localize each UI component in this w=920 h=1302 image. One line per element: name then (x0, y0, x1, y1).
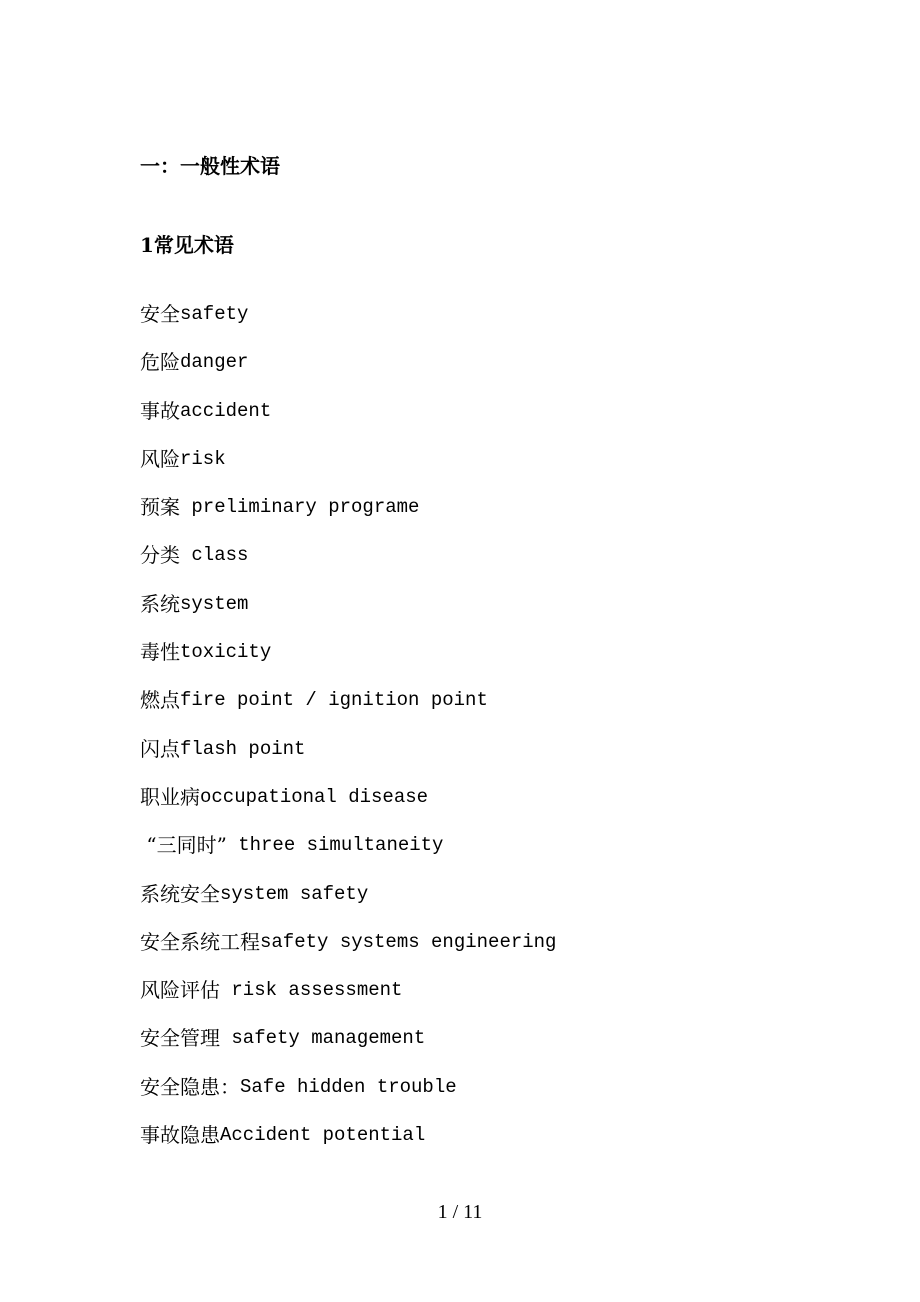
term-english: risk (180, 447, 226, 470)
term-item (140, 397, 556, 445)
term-item (140, 928, 556, 976)
term-item (140, 831, 556, 879)
term-english: danger (180, 351, 249, 374)
term-item (140, 783, 556, 831)
term-chinese: 事故隐患 (140, 1123, 220, 1148)
term-item (140, 735, 556, 783)
term-chinese: 安全隐患： (140, 1074, 240, 1099)
term-english: risk assessment (220, 979, 403, 1002)
term-chinese: 系统 (140, 591, 180, 616)
term-english: occupational disease (200, 785, 429, 808)
term-english: accident (180, 399, 272, 422)
term-chinese: 风险评估 (140, 978, 220, 1003)
term-chinese: 职业病 (140, 784, 200, 809)
term-item (140, 1121, 556, 1169)
term-english: toxicity (180, 641, 272, 664)
term-english: three simultaneity (226, 834, 444, 857)
term-english: Safe hidden trouble (240, 1075, 457, 1098)
term-english: preliminary programe (180, 496, 420, 519)
term-chinese: 分类 (140, 543, 180, 568)
term-item (140, 590, 556, 638)
term-chinese: 危险 (140, 350, 180, 375)
term-chinese: 风险 (140, 446, 180, 471)
term-item (140, 686, 556, 734)
term-english: safety management (220, 1027, 426, 1050)
term-english: system (180, 592, 249, 615)
term-item (140, 300, 556, 348)
term-chinese: 预案 (140, 495, 180, 520)
term-english: class (180, 544, 249, 567)
term-english: safety (180, 303, 249, 325)
term-chinese: 安全 (140, 302, 180, 326)
term-chinese: “三同时” (140, 833, 227, 858)
term-item (140, 1024, 556, 1072)
term-english: system safety (220, 882, 369, 905)
term-item (140, 1073, 556, 1121)
term-item (140, 493, 556, 541)
term-chinese: 安全管理 (140, 1026, 220, 1051)
term-item (140, 976, 556, 1024)
term-item (140, 541, 556, 589)
term-english: Accident potential (220, 1124, 426, 1147)
section-heading: 一：一般性术语 (140, 154, 280, 178)
term-item (140, 638, 556, 686)
term-item (140, 348, 556, 396)
term-english: fire point / ignition point (180, 689, 488, 712)
page-number: 1 / 11 (437, 1201, 483, 1223)
term-item (140, 880, 556, 928)
subsection-heading: 1常见术语 (140, 233, 234, 257)
term-chinese: 系统安全 (140, 881, 220, 906)
term-english: flash point (180, 737, 306, 760)
term-item (140, 445, 556, 493)
term-list (140, 300, 556, 1169)
term-chinese: 闪点 (140, 736, 180, 761)
term-chinese: 毒性 (140, 640, 180, 665)
term-english: safety systems engineering (260, 930, 557, 953)
term-chinese: 事故 (140, 398, 180, 423)
term-chinese: 安全系统工程 (140, 929, 260, 954)
term-chinese: 燃点 (140, 688, 180, 713)
